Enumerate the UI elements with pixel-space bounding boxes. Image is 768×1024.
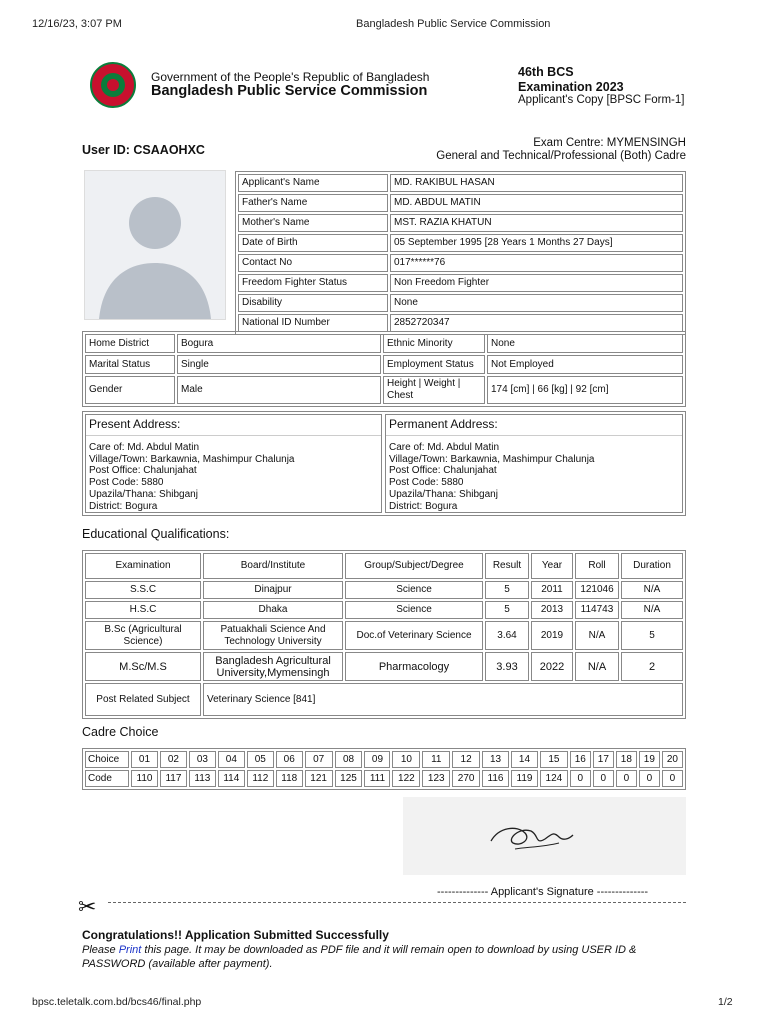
user-id: User ID: CSAAOHXC — [82, 143, 205, 157]
cadre-type: General and Technical/Professional (Both) Cadre — [436, 150, 686, 162]
cadre-choice-cell: 07 — [305, 751, 333, 768]
table-cell: M.Sc/M.S — [85, 652, 201, 681]
cadre-code-cell: 122 — [392, 770, 420, 787]
permanent-post-office: Post Office: Chalunjahat — [389, 465, 497, 477]
cadre-choice-cell: 03 — [189, 751, 216, 768]
table-header-row — [85, 553, 683, 579]
personal-info-table — [82, 331, 686, 407]
cadre-code-row — [85, 770, 683, 787]
cadre-code-cell: 124 — [540, 770, 568, 787]
applicant-field-label: Freedom Fighter Status — [238, 274, 388, 292]
applicant-field-label: Applicant's Name — [238, 174, 388, 192]
applicant-field-value: Non Freedom Fighter — [390, 274, 683, 292]
height-weight-chest-value: 174 [cm] | 66 [kg] | 92 [cm] — [487, 376, 683, 404]
address-section — [82, 411, 686, 516]
table-cell: 121046 — [575, 581, 619, 599]
cadre-code-cell: 121 — [305, 770, 333, 787]
print-page-title: Bangladesh Public Service Commission — [356, 18, 551, 30]
cadre-code-cell: 125 — [335, 770, 363, 787]
table-cell: 5 — [621, 621, 683, 650]
bpsc-logo — [90, 62, 136, 108]
cadre-code-cell: 110 — [131, 770, 158, 787]
table-row — [238, 274, 683, 292]
present-upazila: Upazila/Thana: Shibganj — [89, 488, 198, 500]
cut-line-divider — [108, 902, 686, 903]
ethnic-minority-label: Ethnic Minority — [383, 334, 485, 353]
table-cell: B.Sc (Agricultural Science) — [85, 621, 201, 650]
permanent-address-title: Permanent Address: — [386, 415, 682, 436]
cadre-code-cell: 0 — [639, 770, 660, 787]
permanent-district: District: Bogura — [389, 500, 458, 512]
applicant-field-label: Father's Name — [238, 194, 388, 212]
post-related-subject-row — [85, 683, 683, 716]
cadre-choice-cell: 13 — [482, 751, 509, 768]
cadre-code-cell: 270 — [452, 770, 480, 787]
column-header: Group/Subject/Degree — [345, 553, 483, 579]
table-cell: H.S.C — [85, 601, 201, 619]
permanent-post-code: Post Code: 5880 — [389, 477, 464, 489]
present-district: District: Bogura — [89, 500, 158, 512]
applicant-photo — [84, 170, 226, 320]
applicant-field-value: None — [390, 294, 683, 312]
cadre-choice-cell: 11 — [422, 751, 450, 768]
gender-value: Male — [177, 376, 381, 404]
print-link[interactable]: Print — [118, 944, 142, 956]
table-cell: Dinajpur — [203, 581, 343, 599]
scissors-icon: ✂ — [78, 894, 97, 919]
organization-name: Bangladesh Public Service Commission — [151, 83, 428, 99]
cadre-code-cell: 0 — [616, 770, 637, 787]
table-row — [85, 334, 683, 353]
permanent-address — [385, 414, 683, 513]
applicant-copy-label: Applicant's Copy [BPSC Form-1] — [518, 94, 685, 106]
permanent-village: Village/Town: Barkawnia, Mashimpur Chalunja — [389, 453, 595, 465]
present-post-code: Post Code: 5880 — [89, 477, 164, 489]
table-row — [238, 314, 683, 332]
cadre-code-cell: 123 — [422, 770, 450, 787]
cadre-choice-cell: 20 — [662, 751, 683, 768]
cadre-code-cell: 0 — [570, 770, 591, 787]
exam-title-line2: Examination 2023 — [518, 80, 624, 94]
instructions-text-before: Please — [82, 944, 119, 956]
cadre-code-cell: 0 — [593, 770, 614, 787]
code-label: Code — [85, 770, 129, 787]
table-row — [85, 601, 683, 619]
exam-title — [518, 65, 624, 95]
table-row — [85, 355, 683, 374]
present-village: Village/Town: Barkawnia, Mashimpur Chalunja — [89, 453, 295, 465]
table-row — [238, 214, 683, 232]
table-row — [85, 652, 683, 681]
applicant-field-value: 05 September 1995 [28 Years 1 Months 27 Days] — [390, 234, 683, 252]
table-row — [238, 174, 683, 192]
table-cell: Patuakhali Science And Technology University — [203, 621, 343, 650]
applicant-field-label: Mother's Name — [238, 214, 388, 232]
instructions-text-after: this page. It may be downloaded as PDF file and it will remain open to download by using USER ID & PASSWORD (available after payment). — [82, 944, 637, 970]
cadre-choice-table — [82, 748, 686, 790]
table-cell: Pharmacology — [345, 652, 483, 681]
cadre-code-cell: 114 — [218, 770, 245, 787]
permanent-care-of: Care of: Md. Abdul Matin — [389, 442, 500, 453]
education-table — [82, 550, 686, 719]
table-cell: 3.64 — [485, 621, 529, 650]
column-header: Result — [485, 553, 529, 579]
cadre-choice-cell: 09 — [364, 751, 390, 768]
ethnic-minority-value: None — [487, 334, 683, 353]
cadre-code-cell: 118 — [276, 770, 303, 787]
table-cell: 2022 — [531, 652, 573, 681]
cadre-choice-cell: 06 — [276, 751, 303, 768]
applicant-field-value: 017******76 — [390, 254, 683, 272]
cadre-choice-cell: 08 — [335, 751, 363, 768]
education-title: Educational Qualifications: — [82, 527, 230, 541]
table-cell: 2019 — [531, 621, 573, 650]
cadre-choice-cell: 05 — [247, 751, 274, 768]
table-row — [85, 581, 683, 599]
cadre-code-cell: 113 — [189, 770, 216, 787]
table-cell: N/A — [621, 581, 683, 599]
home-district-value: Bogura — [177, 334, 381, 353]
table-cell: 114743 — [575, 601, 619, 619]
gender-label: Gender — [85, 376, 175, 404]
cadre-choice-row — [85, 751, 683, 768]
present-address — [85, 414, 382, 513]
applicant-field-label: Date of Birth — [238, 234, 388, 252]
table-cell: Doc.of Veterinary Science — [345, 621, 483, 650]
signature-stroke — [403, 797, 686, 875]
applicant-field-value: 2852720347 — [390, 314, 683, 332]
table-cell: Science — [345, 601, 483, 619]
exam-centre: Exam Centre: MYMENSINGH — [533, 137, 686, 149]
cadre-choice-cell: 16 — [570, 751, 591, 768]
table-cell: N/A — [575, 652, 619, 681]
table-cell: 2011 — [531, 581, 573, 599]
column-header: Examination — [85, 553, 201, 579]
cadre-choice-cell: 17 — [593, 751, 614, 768]
table-row — [238, 254, 683, 272]
employment-status-label: Employment Status — [383, 355, 485, 374]
print-instructions — [82, 943, 692, 971]
signature-image — [403, 797, 686, 875]
cadre-choice-cell: 04 — [218, 751, 245, 768]
column-header: Year — [531, 553, 573, 579]
present-post-office: Post Office: Chalunjahat — [89, 465, 197, 477]
government-line: Government of the People's Republic of Bangladesh — [151, 70, 430, 84]
signature-label: -------------- Applicant's Signature -------------- — [437, 886, 649, 898]
cadre-code-cell: 0 — [662, 770, 683, 787]
employment-status-value: Not Employed — [487, 355, 683, 374]
column-header: Roll — [575, 553, 619, 579]
table-row — [85, 376, 683, 404]
cadre-choice-cell: 10 — [392, 751, 420, 768]
cadre-choice-title: Cadre Choice — [82, 725, 159, 739]
table-cell: 5 — [485, 581, 529, 599]
exam-centre-block — [436, 137, 686, 163]
print-datetime: 12/16/23, 3:07 PM — [32, 18, 122, 30]
cadre-choice-cell: 12 — [452, 751, 480, 768]
print-page-number: 1/2 — [718, 996, 733, 1008]
marital-status-value: Single — [177, 355, 381, 374]
table-row — [238, 234, 683, 252]
table-row — [85, 621, 683, 650]
print-url: bpsc.teletalk.com.bd/bcs46/final.php — [32, 996, 202, 1008]
exam-title-line1: 46th BCS — [518, 65, 574, 79]
applicant-field-label: Disability — [238, 294, 388, 312]
post-related-subject-value: Veterinary Science [841] — [203, 683, 683, 716]
cadre-choice-cell: 02 — [160, 751, 187, 768]
table-cell: 2013 — [531, 601, 573, 619]
cadre-code-cell: 119 — [511, 770, 538, 787]
column-header: Duration — [621, 553, 683, 579]
marital-status-label: Marital Status — [85, 355, 175, 374]
present-care-of: Care of: Md. Abdul Matin — [89, 442, 200, 453]
applicant-field-value: MD. RAKIBUL HASAN — [390, 174, 683, 192]
cadre-choice-cell: 15 — [540, 751, 568, 768]
table-cell: N/A — [575, 621, 619, 650]
permanent-upazila: Upazila/Thana: Shibganj — [389, 488, 498, 500]
present-address-title: Present Address: — [86, 415, 381, 436]
choice-label: Choice — [85, 751, 129, 768]
home-district-label: Home District — [85, 334, 175, 353]
applicant-info-table — [235, 171, 686, 335]
cadre-choice-cell: 14 — [511, 751, 538, 768]
applicant-field-label: Contact No — [238, 254, 388, 272]
post-related-subject-label: Post Related Subject — [85, 683, 201, 716]
applicant-field-value: MST. RAZIA KHATUN — [390, 214, 683, 232]
table-cell: 2 — [621, 652, 683, 681]
applicant-field-value: MD. ABDUL MATIN — [390, 194, 683, 212]
table-cell: Bangladesh Agricultural University,Mymensingh — [203, 652, 343, 681]
table-cell: N/A — [621, 601, 683, 619]
table-cell: 5 — [485, 601, 529, 619]
table-row — [238, 194, 683, 212]
cadre-choice-cell: 01 — [131, 751, 158, 768]
column-header: Board/Institute — [203, 553, 343, 579]
table-cell: Science — [345, 581, 483, 599]
table-cell: Dhaka — [203, 601, 343, 619]
person-silhouette-icon — [85, 171, 225, 319]
cadre-code-cell: 117 — [160, 770, 187, 787]
cadre-code-cell: 112 — [247, 770, 274, 787]
table-cell: S.S.C — [85, 581, 201, 599]
cadre-code-cell: 111 — [364, 770, 390, 787]
cadre-choice-cell: 19 — [639, 751, 660, 768]
success-message: Congratulations!! Application Submitted Successfully — [82, 928, 389, 942]
cadre-choice-cell: 18 — [616, 751, 637, 768]
height-weight-chest-label: Height | Weight | Chest — [383, 376, 485, 404]
table-cell: 3.93 — [485, 652, 529, 681]
applicant-field-label: National ID Number — [238, 314, 388, 332]
table-row — [238, 294, 683, 312]
cadre-code-cell: 116 — [482, 770, 509, 787]
